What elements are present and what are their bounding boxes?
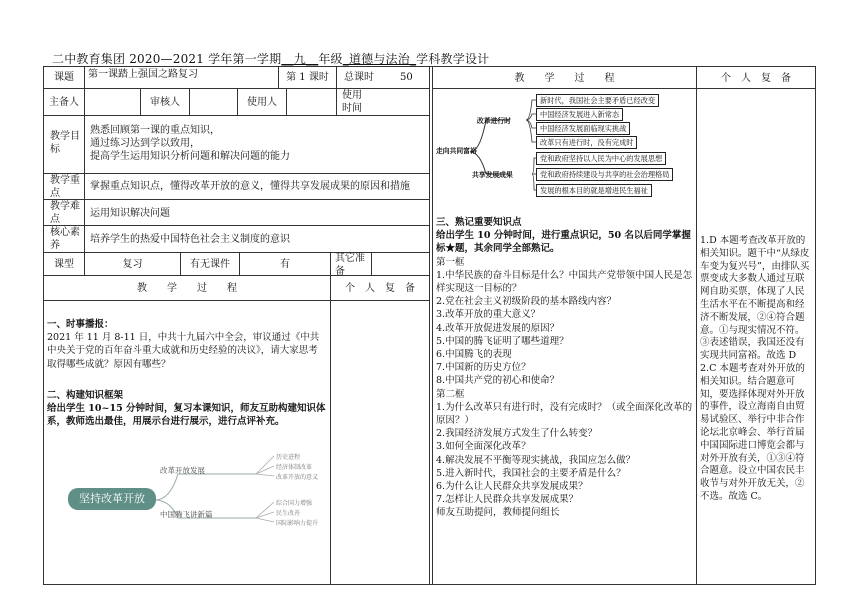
question-item: 1.中华民族的奋斗目标是什么？中国共产党带领中国人民是怎样实现这一目标的？ [436, 269, 693, 295]
goals-value: 熟悉回顾第一课的重点知识， 通过练习达到学以致用， 提高学生运用知识分析问题和解决问题的能力 [90, 125, 290, 162]
goals-label: 教学目标 [50, 131, 80, 155]
current-events-section: 一、时事播报： 2021 年 11 月 8-11 日，中共十九届六中全会，审议通过《中共中央关于党的百年奋斗重大成就和历史经验的决议》，请大家思考取得哪些成就？原因有哪些？ [47, 319, 320, 370]
mindmap-main-node: 坚持改革开放 [68, 488, 156, 510]
mindmap-leaf: 民生改善 [276, 510, 301, 517]
mindmap-branch-reform: 改革开放发展 [160, 466, 205, 475]
literacy-value: 培养学生的热爱中国特色社会主义制度的意识 [90, 234, 290, 245]
question-item: 4.解决发展不平衡等现实挑战，我国应怎么做？ [436, 454, 636, 466]
total-label: 总课时 [344, 72, 374, 83]
mindmap-item: 中国经济发展面临现实挑战 [536, 122, 630, 135]
question-item: 2.党在社会主义初级阶段的基本路线内容？ [436, 296, 617, 308]
personal-label-right: 个 人 复 备 [721, 73, 791, 84]
process-label-left: 教 学 过 程 [137, 283, 237, 294]
difficulty-value: 运用知识解决问题 [90, 208, 170, 219]
mindmap-branch-reform-now: 改革进行时 [477, 117, 511, 125]
question-item: 7.中国新的历史方位？ [436, 362, 531, 374]
mindmap-leaf: 国际影响力提升 [276, 520, 319, 527]
courseware-label: 有无课件 [190, 259, 230, 270]
type-label: 课型 [54, 259, 74, 270]
personal-label-left: 个 人 复 备 [345, 283, 415, 294]
memorize-section: 三、熟记重要知识点 给出学生 10 分钟时间，进行重点识记，50 名以后同学掌握标★题，其余同学全部熟记。 第一框 1.中华民族的奋斗目标是什么？中国共产党带领中国人民是怎样实现这一目标的？ 2.党在社会主义初级阶段的基本路线内容？ 3.改革开放的重大意义？ 4.改革开放促进发展的原因？ 5.中国的腾飞证明了哪些道理？ 6.中国腾飞的表现 7.中国新的历史方位？ 8.中国共产党的初心和使命？ 第二框 1.为什么改革只有进行时，没有完成时？（或全面深化改革的原因？） 2.我国经济发展方式发生了什么转变？ 3.如何全面深化改革？ 4.解决发展不平衡等现实挑战，我国应怎么做？ 5.进入新时代，我国社会的主要矛盾是什么？ 6.为什么让人民群众共享发展成果？ 7.怎样让人民群众共享发展成果？ 师友互助提问，教师提问组长 [436, 217, 693, 519]
question-item: 6.为什么让人民群众共享发展成果？ [436, 481, 588, 493]
question-item: 8.中国共产党的初心和使命？ [436, 375, 560, 387]
process-label-right: 教 学 过 程 [514, 73, 615, 84]
question-item: 4.改革开放促进发展的原因？ [436, 322, 560, 334]
mindmap-leaf: 经济体制改革 [276, 464, 313, 471]
topic-value: 第一课踏上强国之路复习 [88, 69, 198, 80]
mindmap-leaf: 改革开放的意义 [276, 474, 319, 481]
topic-label: 课题 [54, 72, 74, 83]
question-item: 6.中国腾飞的表现 [436, 349, 512, 361]
difficulty-label: 教学难点 [50, 201, 80, 225]
mindmap-branch-share: 共享发展成果 [472, 171, 513, 179]
preparer-label: 主备人 [49, 97, 79, 108]
mindmap-item: 改革只有进行时，没有完成时 [536, 136, 637, 149]
courseware-value: 有 [280, 259, 290, 270]
document-header: 二中教育集团 2020—2021 学年第一学期__九__年级_道德与法治_学科教学设计 [52, 52, 490, 66]
question-item: 3.改革开放的重大意义？ [436, 309, 541, 321]
closing-note: 师友互助提问，教师提问组长 [436, 507, 560, 519]
type-value: 复习 [122, 259, 143, 270]
use-time-label: 使用时间 [342, 90, 362, 114]
mindmap-item: 新时代，我国社会主要矛盾已经改变 [536, 94, 659, 107]
framework-section: 二、构建知识框架 给出学生 10~15 分钟时间，复习本课知识，师友互助构建知识体系，教师选出最佳，用展示台进行展示，进行点评补充。 [47, 390, 326, 428]
mindmap-leaf: 综合国力增强 [276, 500, 313, 507]
question-item: 7.怎样让人民群众共享发展成果？ [436, 494, 579, 506]
question-item: 2.我国经济发展方式发生了什么转变？ [436, 428, 598, 440]
answer-note-2: 2.C 本题考查对外开放的相关知识。结合题意可知，要选择体现对外开放的事件，设立海南自由贸易试验区、举行中非合作论坛北京峰会、举行首届中国国际进口博览会都与对外开放有关，①③④符合题意。设立中国农民丰收节与对外开放无关，②不选。故选 C。 [700, 362, 805, 502]
question-item: 5.进入新时代，我国社会的主要矛盾是什么？ [436, 467, 626, 479]
question-item: 5.中国的腾飞证明了哪些道理？ [436, 335, 569, 347]
mindmap-root: 走向共同富裕 [436, 147, 477, 155]
period-label: 第 1 课时 [286, 72, 329, 83]
question-item: 3.如何全面深化改革？ [436, 441, 531, 453]
mindmap-item: 党和政府坚持以人民为中心的发展思想 [536, 152, 666, 165]
mindmap-item: 中国经济发展进入新常态 [536, 108, 623, 121]
answer-note-1: 1.D 本题考查改革开放的相关知识。题干中“从绿皮车变为复兴号”，由排队买票变成大多数人通过互联网自助买票，体现了人民生活水平在不断提高和经济不断发展，②④符合题意。①与现实情况不符。③表述错误，我国还没有实现共同富裕。故选 D [700, 235, 810, 362]
mindmap-leaf: 历史进程 [276, 454, 301, 461]
total-value: 50 [400, 72, 413, 83]
user-label: 使用人 [247, 97, 277, 108]
literacy-label: 核心素养 [50, 227, 80, 251]
personal-notes [700, 235, 812, 580]
key-value: 掌握重点知识点，懂得改革开放的意义，懂得共享发展成果的原因和措施 [90, 181, 410, 192]
mindmap-branch-rise: 中国腾飞讲新篇 [160, 510, 213, 519]
mindmap-item: 发展的根本目的就是增进民生福祉 [536, 184, 652, 197]
key-label: 教学重点 [50, 175, 80, 199]
reviewer-label: 审核人 [150, 97, 180, 108]
mindmap-item: 党和政府持续建设与共享的社会治理格局 [536, 168, 673, 181]
question-item: 1.为什么改革只有进行时，没有完成时？（或全面深化改革的原因？） [436, 401, 693, 427]
other-label: 其它准备 [335, 253, 365, 277]
